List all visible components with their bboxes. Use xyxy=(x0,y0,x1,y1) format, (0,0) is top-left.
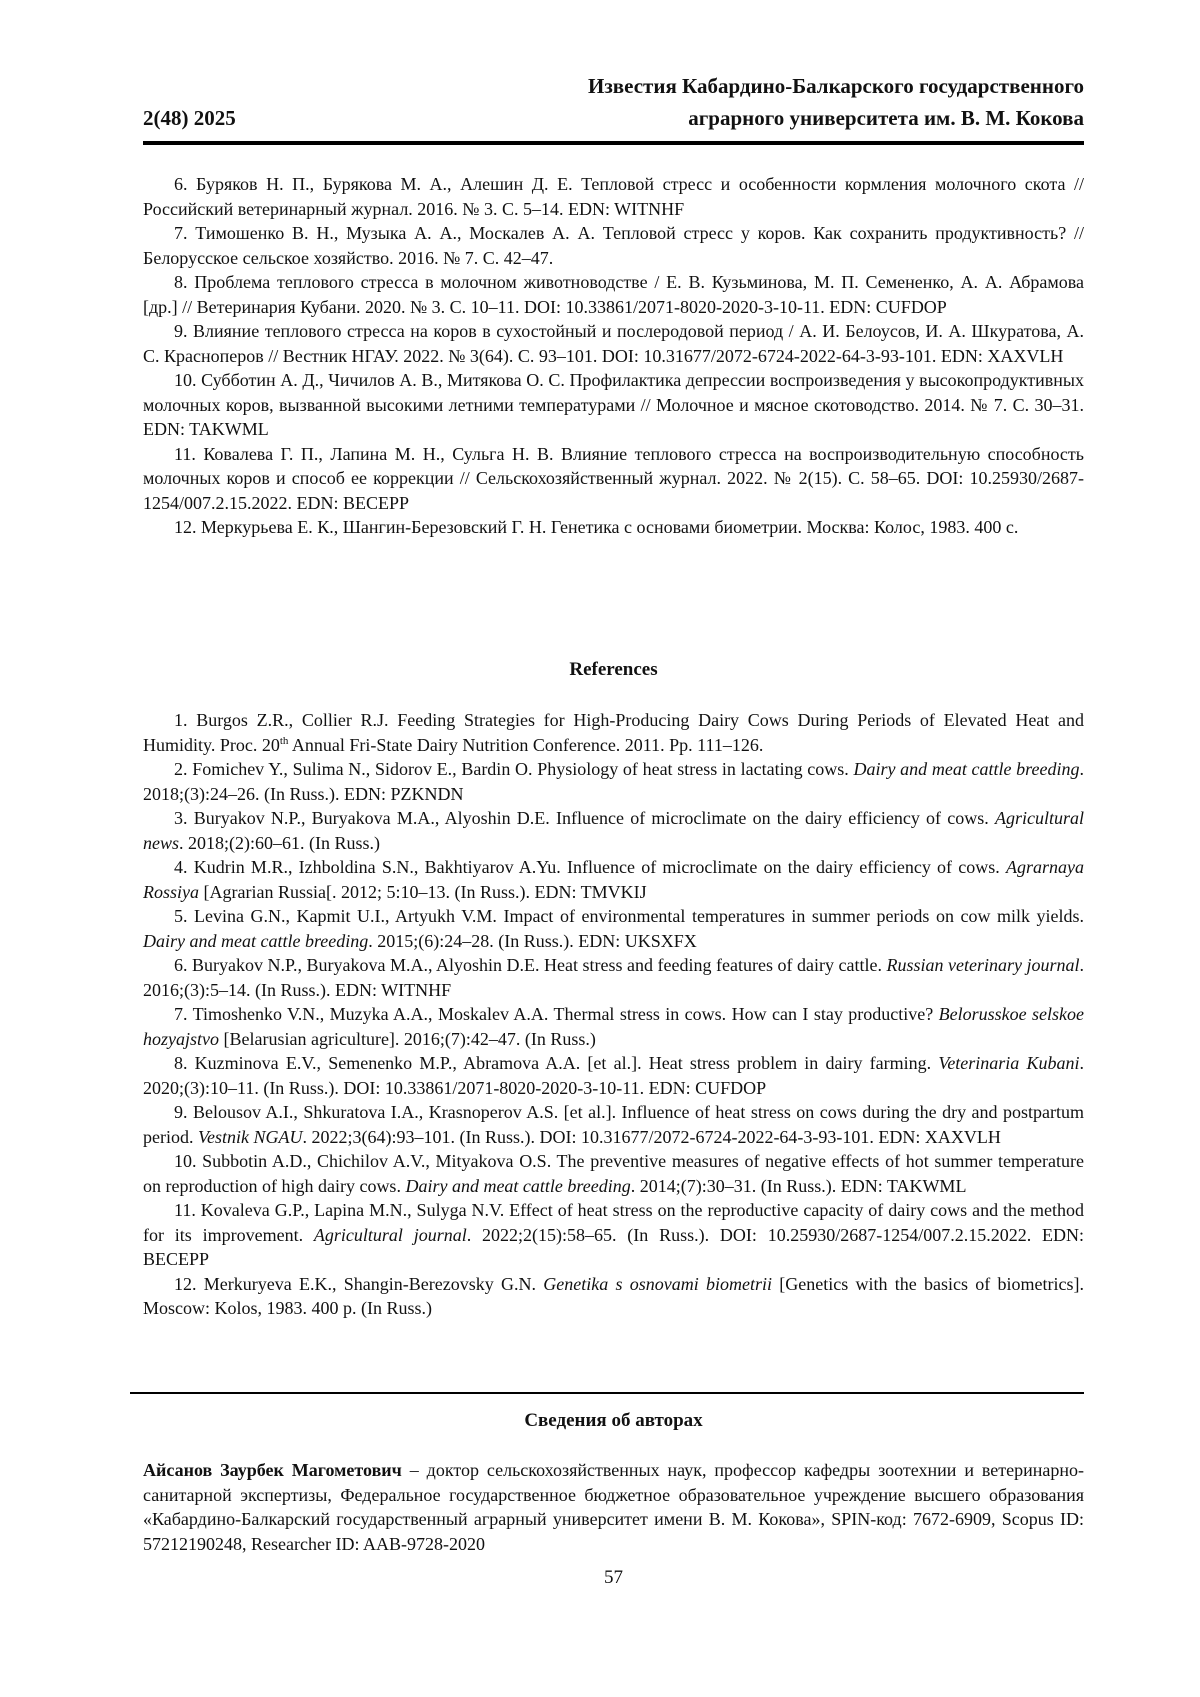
reference-item: 7. Timoshenko V.N., Muzyka A.A., Moskalev A.A. Thermal stress in cows. How can I stay productive? Belorusskoe selskoe hozyajstvo [Belarusian agriculture]. 2016;(7):42–47. (In Russ.) xyxy=(143,1002,1084,1051)
reference-item: 10. Subbotin A.D., Chichilov A.V., Mityakova O.S. The preventive measures of negative effects of hot summer temperature on reproduction of high dairy cows. Dairy and meat cattle breeding. 2014;(7):30–31. (In Russ.). EDN: TAKWML xyxy=(143,1149,1084,1198)
authors-heading: Сведения об авторах xyxy=(143,1410,1084,1432)
reference-item: 11. Kovaleva G.P., Lapina M.N., Sulyga N.V. Effect of heat stress on the reproductive capacity of dairy cows and the method for its improvement. Agricultural journal. 2022;2(15):58–65. (In Russ.). DOI: 10.25930/2687-1254/007.2.15.2022. EDN: BECEPP xyxy=(143,1198,1084,1272)
reference-item: 9. Влияние теплового стресса на коров в сухостойный и послеродовой период / А. И. Белоусов, И. А. Шкуратова, А. С. Красноперов // Вестник НГАУ. 2022. № 3(64). С. 93–101. DOI: 10.31677/2072-6724-2022-64-3-93-101. EDN: XAXVLH xyxy=(143,319,1084,368)
page-number: 57 xyxy=(143,1567,1084,1589)
reference-item: 12. Merkuryeva E.K., Shangin-Berezovsky G.N. Genetika s osnovami biometrii [Genetics with the basics of biometrics]. Moscow: Kolos, 1983. 400 p. (In Russ.) xyxy=(143,1272,1084,1321)
reference-item: 2. Fomichev Y., Sulima N., Sidorov E., Bardin O. Physiology of heat stress in lactating cows. Dairy and meat cattle breeding. 2018;(3):24–26. (In Russ.). EDN: PZKNDN xyxy=(143,757,1084,806)
header-rule xyxy=(143,141,1084,145)
english-reference-list xyxy=(143,708,1084,1321)
reference-item: 10. Субботин А. Д., Чичилов А. В., Митякова О. С. Профилактика депрессии воспроизведения у высокопродуктивных молочных коров, вызванной высокими летними температурами // Молочное и мясное скотоводство. 2014. № 7. С. 30–31. EDN: TAKWML xyxy=(143,368,1084,442)
section-divider xyxy=(130,1392,1084,1394)
reference-item: 6. Buryakov N.P., Buryakova M.A., Alyoshin D.E. Heat stress and feeding features of dairy cattle. Russian veterinary journal. 2016;(3):5–14. (In Russ.). EDN: WITNHF xyxy=(143,953,1084,1002)
reference-item: 9. Belousov A.I., Shkuratova I.A., Krasnoperov A.S. [et al.]. Influence of heat stress on cows during the dry and postpartum period. Vestnik NGAU. 2022;3(64):93–101. (In Russ.). DOI: 10.31677/2072-6724-2022-64-3-93-101. EDN: XAXVLH xyxy=(143,1100,1084,1149)
reference-item: 8. Kuzminova E.V., Semenenko M.P., Abramova A.A. [et al.]. Heat stress problem in dairy farming. Veterinaria Kubani. 2020;(3):10–11. (In Russ.). DOI: 10.33861/2071-8020-2020-3-10-11. EDN: CUFDOP xyxy=(143,1051,1084,1100)
author-name: Айсанов Заурбек Магометович xyxy=(143,1460,402,1480)
reference-item: 12. Меркурьева Е. К., Шангин-Березовский Г. Н. Генетика с основами биометрии. Москва: Колос, 1983. 400 с. xyxy=(143,515,1084,540)
reference-item: 1. Burgos Z.R., Collier R.J. Feeding Strategies for High-Producing Dairy Cows During Periods of Elevated Heat and Humidity. Proc. 20th Annual Fri-State Dairy Nutrition Conference. 2011. Pp. 111–126. xyxy=(143,708,1084,757)
reference-item: 6. Буряков Н. П., Бурякова М. А., Алешин Д. Е. Тепловой стресс и особенности кормления молочного скота // Российский ветеринарный журнал. 2016. № 3. С. 5–14. EDN: WITNHF xyxy=(143,172,1084,221)
reference-item: 4. Kudrin M.R., Izhboldina S.N., Bakhtiyarov A.Yu. Influence of microclimate on the dairy efficiency of cows. Agrarnaya Rossiya [Agrarian Russia[. 2012; 5:10–13. (In Russ.). EDN: TMVKIJ xyxy=(143,855,1084,904)
reference-item: 11. Ковалева Г. П., Лапина М. Н., Сульга Н. В. Влияние теплового стресса на воспроизводительную способность молочных коров и способ ее коррекции // Сельскохозяйственный журнал. 2022. № 2(15). С. 58–65. DOI: 10.25930/2687-1254/007.2.15.2022. EDN: BECEPP xyxy=(143,442,1084,516)
reference-item: 5. Levina G.N., Kapmit U.I., Artyukh V.M. Impact of environmental temperatures in summer periods on cow milk yields. Dairy and meat cattle breeding. 2015;(6):24–28. (In Russ.). EDN: UKSXFX xyxy=(143,904,1084,953)
author-bio: – доктор сельскохозяйственных наук, профессор кафедры зоотехнии и ветеринарно-санитарной экспертизы, Федеральное государственное бюджетное образовательное учреждение высшего образования «Кабардино-Балкарский государственный аграрный университет имени В. М. Кокова», SPIN-код: 7672-6909, Scopus ID: 57212190248, Researcher ID: AAB-9728-2020 xyxy=(143,1460,1084,1554)
issue-number: 2(48) 2025 xyxy=(143,106,236,131)
author-info xyxy=(143,1458,1084,1556)
references-heading: References xyxy=(143,659,1084,681)
page-header xyxy=(143,70,1084,140)
journal-title-line-1: Известия Кабардино-Балкарского государственного xyxy=(588,74,1084,99)
russian-reference-list xyxy=(143,172,1084,540)
reference-item: 3. Buryakov N.P., Buryakova M.A., Alyoshin D.E. Influence of microclimate on the dairy efficiency of cows. Agricultural news. 2018;(2):60–61. (In Russ.) xyxy=(143,806,1084,855)
reference-item: 7. Тимошенко В. Н., Музыка А. А., Москалев А. А. Тепловой стресс у коров. Как сохранить продуктивность? // Белорусское сельское хозяйство. 2016. № 7. С. 42–47. xyxy=(143,221,1084,270)
reference-item: 8. Проблема теплового стресса в молочном животноводстве / Е. В. Кузьминова, М. П. Семененко, А. А. Абрамова [др.] // Ветеринария Кубани. 2020. № 3. С. 10–11. DOI: 10.33861/2071-8020-2020-3-10-11. EDN: CUFDOP xyxy=(143,270,1084,319)
journal-title-line-2: аграрного университета им. В. М. Кокова xyxy=(688,106,1084,131)
